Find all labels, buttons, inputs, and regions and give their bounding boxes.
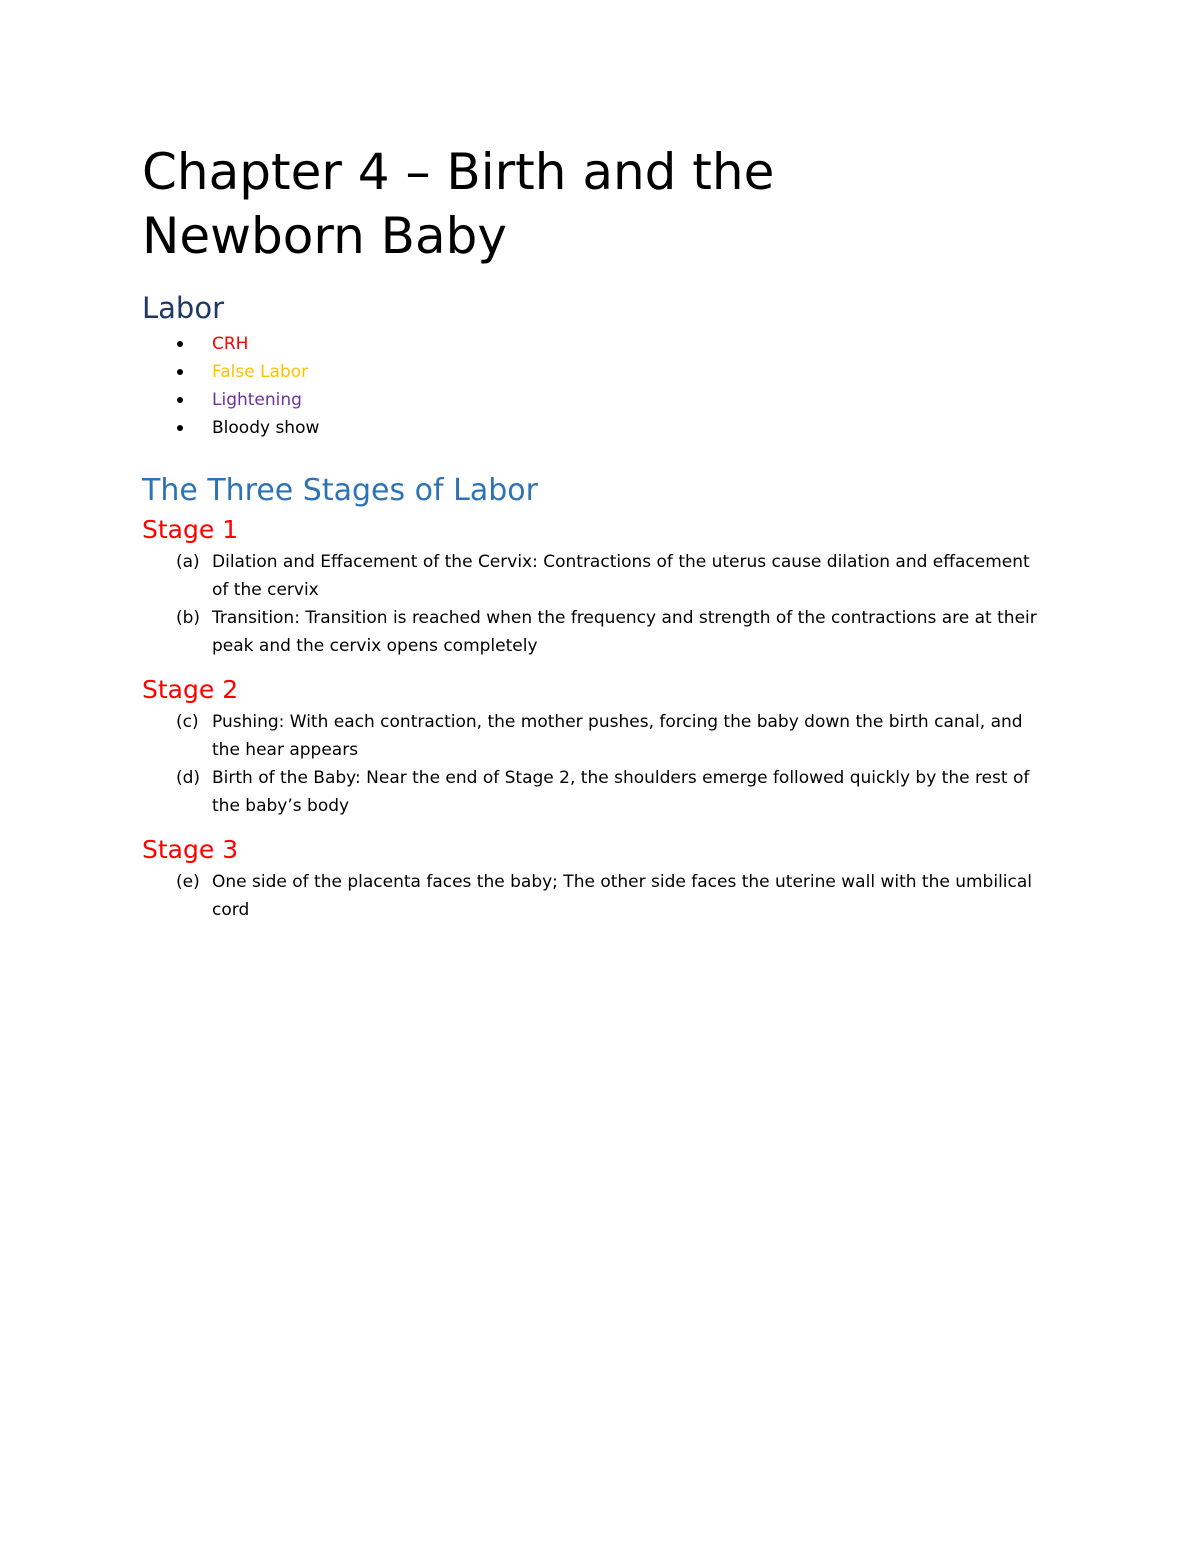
stage-3-section xyxy=(142,834,1062,924)
title-line-2: Newborn Baby xyxy=(142,207,507,265)
list-item-text: Pushing: With each contraction, the mother pushes, forcing the baby down the birth canal, and the hear appears xyxy=(212,712,1023,760)
list-marker: (c) xyxy=(176,712,199,732)
labor-item-text: False Labor xyxy=(212,362,309,382)
bullet-icon xyxy=(177,425,183,431)
stage-1-section xyxy=(142,514,1062,660)
stage-3-list xyxy=(142,868,1062,924)
list-item xyxy=(142,708,1062,764)
labor-item-lightening xyxy=(142,386,1062,414)
stage-2-list xyxy=(142,708,1062,820)
list-marker: (a) xyxy=(176,552,200,572)
labor-item-false-labor xyxy=(142,358,1062,386)
document-page xyxy=(142,140,1062,924)
list-marker: (d) xyxy=(176,768,201,788)
stages-heading: The Three Stages of Labor xyxy=(142,473,538,508)
list-item xyxy=(142,604,1062,660)
labor-list xyxy=(142,330,1062,442)
list-item xyxy=(142,868,1062,924)
bullet-icon xyxy=(177,341,183,347)
bullet-icon xyxy=(177,397,183,403)
bullet-icon xyxy=(177,369,183,375)
title-line-1: Chapter 4 – Birth and the xyxy=(142,143,775,201)
stage-1-heading: Stage 1 xyxy=(142,515,239,544)
labor-heading: Labor xyxy=(142,291,225,325)
list-item-text: Transition: Transition is reached when the frequency and strength of the contractions are at their peak and the cervix opens completely xyxy=(212,608,1037,656)
list-marker: (b) xyxy=(176,608,201,628)
labor-item-crh xyxy=(142,330,1062,358)
stage-2-heading: Stage 2 xyxy=(142,675,239,704)
list-item-text: Birth of the Baby: Near the end of Stage 2, the shoulders emerge followed quickly by the rest of the baby’s body xyxy=(212,768,1030,816)
labor-item-text: CRH xyxy=(212,334,249,354)
labor-item-text: Bloody show xyxy=(212,418,320,438)
list-item xyxy=(142,548,1062,604)
labor-item-text: Lightening xyxy=(212,390,302,410)
list-item-text: One side of the placenta faces the baby; The other side faces the uterine wall with the umbilical cord xyxy=(212,872,1033,920)
labor-item-bloody-show xyxy=(142,414,1062,442)
stage-1-list xyxy=(142,548,1062,660)
stage-2-section xyxy=(142,674,1062,820)
list-marker: (e) xyxy=(176,872,200,892)
list-item xyxy=(142,764,1062,820)
list-item-text: Dilation and Effacement of the Cervix: Contractions of the uterus cause dilation and effacement of the cervix xyxy=(212,552,1030,600)
stage-3-heading: Stage 3 xyxy=(142,835,239,864)
document-title xyxy=(142,140,1062,268)
